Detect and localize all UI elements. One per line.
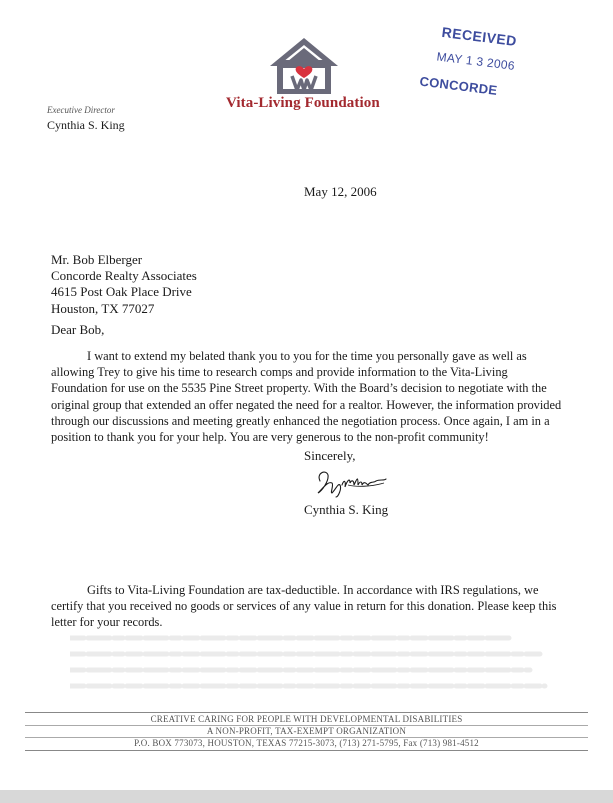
show-through-texture — [70, 630, 550, 702]
footer-mission: CREATIVE CARING FOR PEOPLE WITH DEVELOPMENTAL DISABILITIES — [150, 714, 463, 724]
executive-name: Cynthia S. King — [47, 118, 125, 132]
stamp-received: RECEIVED — [440, 23, 518, 49]
greeting: Dear Bob, — [51, 322, 105, 337]
footer-status: A NON-PROFIT, TAX-EXEMPT ORGANIZATION — [25, 725, 588, 737]
recipient-address — [51, 252, 197, 317]
executive-title: Executive Director — [47, 105, 115, 115]
footer-rule-bottom — [25, 750, 588, 751]
footer-contact: P.O. BOX 773073, HOUSTON, TEXAS 77215-3073, (713) 271-5795, Fax (713) 981-4512 — [25, 737, 588, 749]
signer-name: Cynthia S. King — [304, 502, 389, 517]
footer-rule-top — [25, 712, 588, 713]
body-paragraph: I want to extend my belated thank you to you for the time you personally gave as well as allowing Trey to give his time to research comps and provide information to the Vita-Living Foundation for use on the 5535 Pine Street property. With the Board’s decision to negotiate with the original group that extended an offer negated the need for a realtor. However, the information provided through our discussions and meeting greatly enhanced the negotiation process. Once again, I am in a position to thank you for your help. You are very generous to the non-profit community! — [51, 349, 562, 445]
closing: Sincerely, — [304, 448, 356, 463]
footer — [25, 714, 588, 749]
recipient-name: Mr. Bob Elberger — [51, 252, 143, 267]
recipient-city: Houston, TX 77027 — [51, 300, 155, 316]
vita-living-logo-icon — [268, 36, 340, 94]
tax-deductible-note: Gifts to Vita-Living Foundation are tax-deductible. In accordance with IRS regulations, we certify that you received no goods or services of any value in return for this donation. Please keep this letter for your records. — [51, 583, 557, 630]
scan-edge — [0, 790, 613, 803]
recipient-company: Concorde Realty Associates — [51, 268, 197, 284]
letter-date: May 12, 2006 — [304, 184, 377, 199]
signature-icon — [312, 467, 392, 499]
org-name: Vita-Living Foundation — [226, 95, 380, 111]
recipient-street: 4615 Post Oak Place Drive — [51, 284, 192, 300]
stamp-date: MAY 1 3 2006 — [435, 49, 516, 73]
received-stamp — [415, 14, 533, 116]
stamp-company: CONCORDE — [418, 73, 499, 98]
